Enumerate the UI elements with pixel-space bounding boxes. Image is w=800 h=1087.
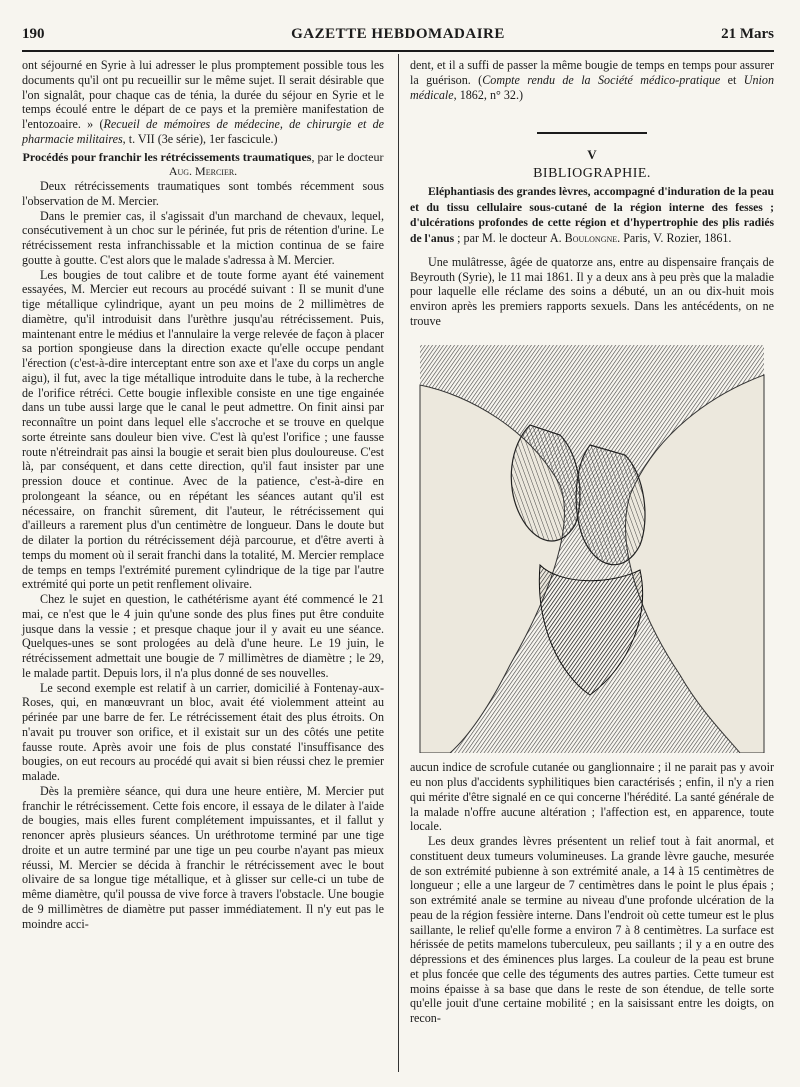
paragraph: dent, et il a suffi de passer la même bougie de temps en temps pour assurer la guérison. (Compte rendu de la Société médico-pratique et Union médicale, 1862, n° 32.) <box>410 58 774 102</box>
paragraph: Le second exemple est relatif à un carrier, domicilié à Fontenay-aux-Roses, qui, en manœuvrant un bloc, avait été violemment atteint au périnée par une barre de fer. Le rétrécissement était des plus étroits. On n'avait pu trouver son orifice, et il existait sur un des côtés une petite fausse route. Après avoir une fois de plus constaté l'insuffisance des bougies, on eut recours au procédé qui avait si bien réussi chez le premier malade. <box>22 680 384 783</box>
section-title: BIBLIOGRAPHIE. <box>533 166 651 181</box>
header-rule <box>22 50 774 52</box>
bibliography-entry: Eléphantiasis des grandes lèvres, accompagné d'induration de la peau et du tissu cellulaire sous-cutané de la région interne des fesses ; d'ulcérations profondes de cette région et d'hypertrophie des plis radiés de l'anus ; par M. le docteur A. Boulongne. Paris, V. Rozier, 1861. <box>410 184 774 245</box>
left-column <box>22 58 384 931</box>
paragraph: Chez le sujet en question, le cathétérisme ayant été commencé le 21 mai, ce n'est que le 4 juin qu'une sonde des plus fines put être conduite jusque dans la vessie ; et presque chaque jour il y avait eu une séance. Quelques-unes se sont prologées au delà d'une heure. Le 19 juin, le rétrécissement admettait une bougie de 7 millimètres de diamètre ; le 29, le malade partit. Depuis lors, il n'a plus donné de ses nouvelles. <box>22 592 384 680</box>
anatomical-engraving <box>410 335 774 753</box>
article-title: Procédés pour franchir les rétrécissements traumatiques, par le docteur Aug. Mercier. <box>22 149 384 179</box>
paragraph: Dans le premier cas, il s'agissait d'un marchand de chevaux, lequel, consécutivement à un choc sur le périnée, fut pris de rétention d'urine. Le rétrécissement resta infranchissable et la miction continua de se faire goutte à goutte. C'est alors que le malade s'adressa à M. Mercier. <box>22 208 384 267</box>
running-header <box>22 26 774 46</box>
column-divider <box>398 54 399 1072</box>
paragraph: Dès la première séance, qui dura une heure entière, M. Mercier put franchir le rétrécissement. Cette fois encore, il essaya de le dilater à l'aide de bougies, mais elles furent complétement impuissantes, et il fallut y renoncer après plusieurs séances. Un uréthrotome terminé par une tige droite et un autre terminé par une tige un peu courbe n'ayant pas mieux réussi, M. Mercier se décida à franchir le rétrécissement avec le bout olivaire de sa longue tige métallique, et à glisser sur celle-ci un tube de même diamètre, qu'il poussa de vive force à travers l'obstacle. Une bougie de 9 millimètres de diamètre put passer immédiatement. Il n'y eut pas le moindre acci- <box>22 783 384 931</box>
issue-date: 21 Mars <box>721 26 774 42</box>
journal-title: GAZETTE HEBDOMADAIRE <box>291 26 505 42</box>
section-number: V <box>587 147 597 163</box>
paragraph: aucun indice de scrofule cutanée ou ganglionnaire ; il ne parait pas y avoir eu non plus d'accidents syphilitiques bien caractérisés ; enfin, il n'y a rien qui mérite d'être signalé en ce qui concerne l'hérédité. La santé générale de la malade n'offre aucune altération ; l'affection est, en apparence, toute locale. <box>410 760 774 834</box>
paragraph: Les bougies de tout calibre et de toute forme ayant été vainement essayées, M. Mercier eut recours au procédé suivant : Il se munit d'une tige métallique cylindrique, ayant un peu moins de 2 millimètres de diamètre, qu'il introduisit dans l'urèthre jusqu'au rétrécissement. Puis, maintenant entre le médius et l'annulaire la verge relevée de façon à placer sa portion spongieuse dans la direction exacte qu'elle occupe pendant l'érection (c'est-à-dire interceptant entre son axe et l'axe du corps un angle aigu), il fut, avec la tige métallique introduite dans le tube, à la recherche de l'orifice rétréci. Cette bougie inflexible consiste en une tige engainée dans un tube aussi large que le canal le peut admettre. On finit ainsi par reconnaître un point dans lequel elle s'accroche et se trouve en quelque sorte étreinte sans douleur bien vive. C'est là qu'est l'orifice ; une fausse route n'étreindrait pas ainsi la bougie et serait bien plus douloureuse. C'est là, par conséquent, et dans cette direction, qu'il faut insister par une pression douce et continue. Avec de la patience, c'est-à-dire en prolongeant la séance, ou en répétant les séances autant qu'il est nécessaire, on franchit sûrement, dit l'auteur, le rétrécissement qui d'ailleurs a rarement plus d'un centimètre de longueur. Dans le doute but de dilater la portion du rétrécissement déjà parcourue, et d'être averti à temps du moment où il serait franchi dans la totalité, M. Mercier remplace de temps en temps l'extrémité purement cylindrique de la tige par l'autre extrémité qui porte un petit renflement olivaire. <box>22 267 384 592</box>
right-column <box>410 58 774 1026</box>
paragraph: ont séjourné en Syrie à lui adresser le plus promptement possible tous les documents qu'il ont pu recueillir sur le même sujet. Il serait désirable que l'on signalât, pour chaque cas de ténia, la durée du séjour en Syrie et le temps écoulé entre le départ de ce pays et la première manifestation de l'entozoaire. » (Recueil de mémoires de médecine, de chirurgie et de pharmacie militaires, t. VII (3e série), 1er fascicule.) <box>22 58 385 146</box>
paragraph: Une mulâtresse, âgée de quatorze ans, entre au dispensaire français de Beyrouth (Syrie), le 11 mai 1861. Il y a deux ans à peu près que la maladie pour laquelle elle réclame des soins a débuté, un an ou dix-huit mois environ après les premiers rapports sexuels. Dans les antécédents, on ne trouve <box>410 254 774 328</box>
paragraph: Les deux grandes lèvres présentent un relief tout à fait anormal, et constituent deux tumeurs volumineuses. La grande lèvre gauche, mesurée de son extrémité pubienne à son extrémité anale, a 14 à 15 centimètres de longueur ; elle a une largeur de 7 centimètres dans le point le plus épais ; son extrémité anale se termine au niveau d'une profonde ulcération de la peau de la région fessière interne. Dans l'endroit où cette tumeur est le plus saillante, le relief qu'elle forme a environ 7 à 8 centimètres. La surface est hérissée de petits mamelons tuberculeux, peu saillants ; il y a en outre des dépressions et des éminences plus larges. La couleur de la peau est brune et plus foncée que celle des téguments des autres parties. Cette tumeur est moins épaisse à sa base que dans le reste de son étendue, de telle sorte qu'elle jouit d'une certaine mobilité ; en la saisissant entre les doigts, on recon- <box>410 834 774 1025</box>
section-rule <box>537 132 647 134</box>
page-number: 190 <box>22 26 45 42</box>
paragraph: Deux rétrécissements traumatiques sont tombés récemment sous l'observation de M. Mercier. <box>22 179 384 208</box>
